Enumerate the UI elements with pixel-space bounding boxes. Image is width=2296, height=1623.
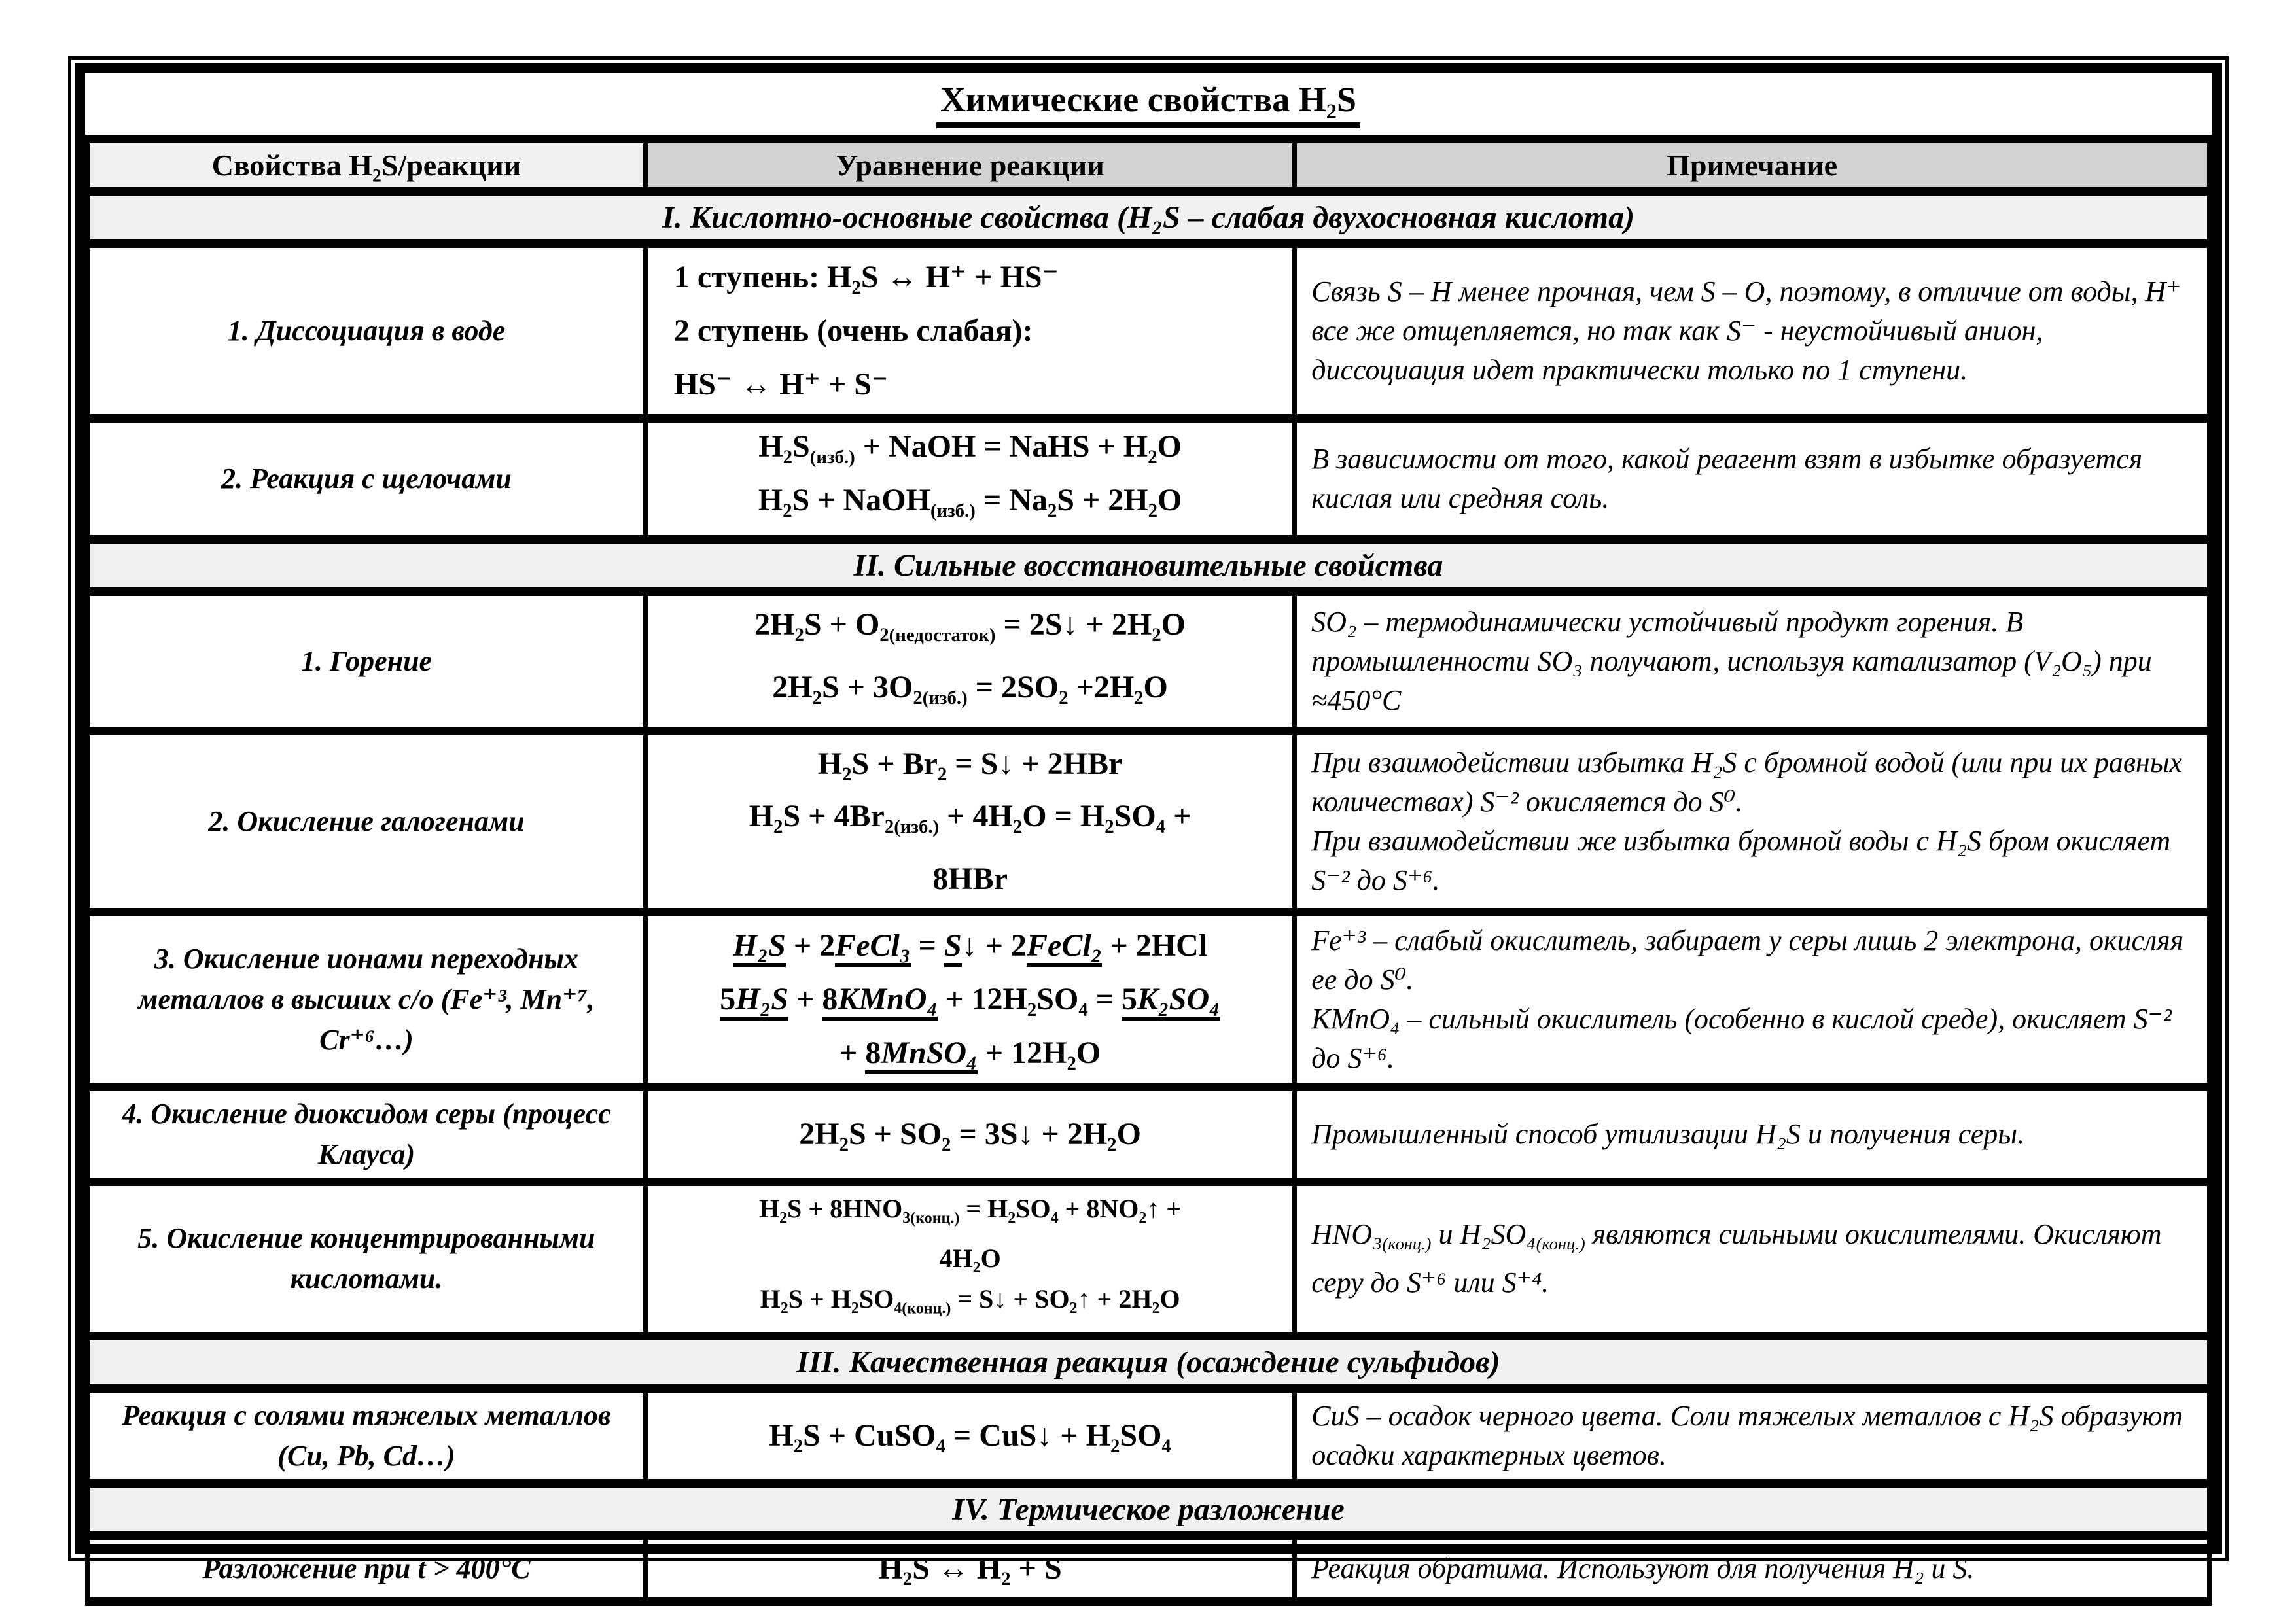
heavy-metal-salts-note: CuS – осадок черного цвета. Соли тяжелых металлов с H₂S образуют осадки характерных цветов.	[1295, 1388, 2210, 1483]
metal-ions-equations	[645, 912, 1294, 1087]
equation-line: 2H₂S + SO₂ = 3S↓ + 2H₂O	[799, 1116, 1141, 1151]
header-row	[88, 139, 2210, 191]
acids-property: 5. Окисление концентрированными кислотами.	[88, 1181, 646, 1336]
equation-line: $H_2S + H_2SO_4_{(конц.)}$ = S↓ + SO₂↑ + 2H₂O	[760, 1284, 1180, 1318]
halogens-note	[1295, 731, 2210, 912]
alkali-equations	[645, 418, 1294, 539]
claus-equation	[645, 1087, 1294, 1181]
decomposition-property: Разложение при t > 400°C	[88, 1535, 646, 1601]
section-acid-base	[88, 191, 2210, 243]
equation-line: H₂S ↔ H₂ + S	[878, 1550, 1062, 1586]
section-title-qualitative: III. Качественная реакция (осаждение сульфидов)	[88, 1336, 2210, 1388]
document-outer-frame	[68, 56, 2229, 1586]
decomposition-equation	[645, 1535, 1294, 1601]
equation-line: HS⁻ ↔ H⁺ + S⁻	[673, 366, 889, 402]
heavy-metal-salts-property: Реакция с солями тяжелых металлов (Cu, Pb, Cd…)	[88, 1388, 646, 1483]
section-title-acid-base: I. Кислотно-основные свойства (H₂S – слабая двухосновная кислота)	[88, 191, 2210, 243]
claus-property: 4. Окисление диоксидом серы (процесс Клауса)	[88, 1087, 646, 1181]
equation-line: H₂S + Br₂ = S↓ + 2HBr	[817, 746, 1123, 781]
row-metal-ions	[88, 912, 2210, 1087]
column-header-note: Примечание	[1295, 139, 2210, 191]
section-reducing	[88, 539, 2210, 591]
dissociation-note: Связь S – H менее прочная, чем S – O, поэтому, в отличие от воды, H⁺ все же отщепляется, но так как S⁻ - неустойчивый анион, диссоциация идет практически только по 1 ступени.	[1295, 243, 2210, 418]
equation-line: $H_2S + 4Br_2_{(изб.)} + 4H_2O = H_2SO_4$ +	[749, 798, 1192, 837]
note-paragraph: При взаимодействии же избытка бромной воды с H₂S бром окисляет S⁻² до S⁺⁶.	[1311, 824, 2171, 896]
equation-line: 4H₂O	[939, 1244, 1001, 1274]
equation-line: 1 ступень: H₂S ↔ H⁺ + HS⁻	[673, 259, 1059, 294]
metal-ions-property: 3. Окисление ионами переходных металлов в высших с/о (Fe⁺³, Mn⁺⁷, Cr⁺⁶…)	[88, 912, 646, 1087]
halogens-equations	[645, 731, 1294, 912]
heavy-metal-salts-equation	[645, 1388, 1294, 1483]
document-inner-frame	[75, 63, 2222, 1586]
metal-ions-note	[1295, 912, 2210, 1087]
alkali-note: В зависимости от того, какой реагент взят в избытке образуется кислая или средняя соль.	[1295, 418, 2210, 539]
halogens-property: 2. Окисление галогенами	[88, 731, 646, 912]
equation-line: H₂S + CuSO₄ = CuS↓ + H₂SO₄	[769, 1418, 1171, 1453]
equation-line: $2H_2S + O_2_{(недостаток)}$ = 2S↓ + 2H₂O	[754, 606, 1186, 646]
row-claus	[88, 1087, 2210, 1181]
combustion-equations	[645, 591, 1294, 731]
acids-note: $HNO_3_{(конц.)}$ и $H_2SO_4_{(конц.)}$ являются сильными окислителями. Окисляют серу до S⁺⁶ или S⁺⁴.	[1295, 1181, 2210, 1336]
equation-line: $2H_2S + 3O_2_{(изб.)} = 2SO_2 +2H_2O$	[772, 669, 1168, 708]
equation-line: + 8MnSO₄ + 12H₂O	[657, 1026, 1283, 1080]
title-row	[88, 73, 2210, 139]
dissociation-property: 1. Диссоциация в воде	[88, 243, 646, 418]
equation-line: 8HBr	[932, 861, 1008, 896]
equation-line: 2 ступень (очень слабая):	[673, 313, 1033, 348]
column-header-properties: Свойства H₂S/реакции	[88, 139, 646, 191]
section-thermal	[88, 1483, 2210, 1535]
equation-line: H₂S + NaOH$_{(изб.)}$ = Na₂S + 2H₂O	[758, 482, 1182, 521]
h2s-properties-table	[85, 73, 2212, 1606]
equation-line: H₂S + 2FeCl₃ = S↓ + 2FeCl₂ + 2HCl	[657, 919, 1283, 973]
section-qualitative	[88, 1336, 2210, 1388]
note-paragraph: KMnO₄ – сильный окислитель (особенно в кислой среде), окисляет S⁻² до S⁺⁶.	[1311, 1002, 2172, 1074]
note-paragraph: Fe⁺³ – слабый окислитель, забирает у серы лишь 2 электрона, окисляя ее до S⁰.	[1311, 924, 2184, 996]
equation-line: $H_2S + 8HNO_3_{(конц.)} = H_2SO_4$ + 8NO₂↑ +	[758, 1193, 1182, 1227]
row-decomposition	[88, 1535, 2210, 1601]
row-halogens	[88, 731, 2210, 912]
equation-line: 5H₂S + 8KMnO₄ + 12H₂SO₄ = 5K₂SO₄	[657, 973, 1283, 1026]
row-alkali	[88, 418, 2210, 539]
column-header-equation: Уравнение реакции	[645, 139, 1294, 191]
section-title-reducing: II. Сильные восстановительные свойства	[88, 539, 2210, 591]
section-title-thermal: IV. Термическое разложение	[88, 1483, 2210, 1535]
note-paragraph: При взаимодействии избытка H₂S с бромной водой (или при их равных количествах) S⁻² окисляется до S⁰.	[1311, 746, 2183, 818]
equation-line: $H_2S_{(изб.)}$ + NaOH = NaHS + H₂O	[758, 428, 1182, 468]
document-title: Химические свойства H₂S	[936, 79, 1360, 128]
alkali-property: 2. Реакция с щелочами	[88, 418, 646, 539]
acids-equations	[645, 1181, 1294, 1336]
document-title-cell	[88, 73, 2210, 139]
row-heavy-metal-salts	[88, 1388, 2210, 1483]
claus-note: Промышленный способ утилизации H₂S и получения серы.	[1295, 1087, 2210, 1181]
dissociation-equations	[645, 243, 1294, 418]
row-dissociation	[88, 243, 2210, 418]
row-acids	[88, 1181, 2210, 1336]
combustion-note: SO₂ – термодинамически устойчивый продукт горения. В промышленности SO₃ получают, используя катализатор (V₂O₅) при ≈450°C	[1295, 591, 2210, 731]
row-combustion	[88, 591, 2210, 731]
decomposition-note: Реакция обратима. Используют для получения H₂ и S.	[1295, 1535, 2210, 1601]
combustion-property: 1. Горение	[88, 591, 646, 731]
